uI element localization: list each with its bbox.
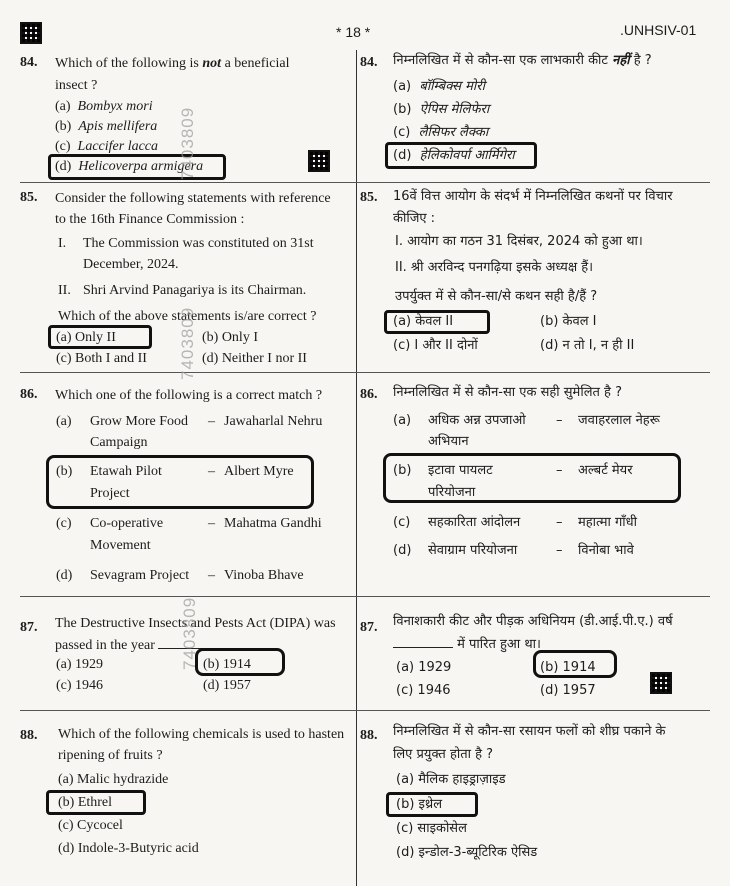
- question-ask: Which of the above statements is/are correct ?: [58, 309, 317, 324]
- answer-mark: [386, 792, 478, 817]
- answer-mark: [385, 142, 537, 169]
- match-dash: –: [556, 515, 563, 530]
- option-b: (b) Apis mellifera: [55, 119, 158, 134]
- option-d: (d) Helicoverpa armigera: [55, 159, 204, 174]
- option-d-hindi: (d) 1957: [540, 683, 596, 698]
- question-text: Which one of the following is a correct match ?: [55, 388, 323, 403]
- option-c: (c) 1946: [56, 678, 104, 693]
- match-dash: –: [556, 543, 563, 558]
- match-left: Grow More Food: [90, 414, 188, 429]
- question-number: 86.: [360, 387, 378, 402]
- serial-stamp: 7403809: [178, 106, 197, 180]
- question-text-hindi: निम्नलिखित में से कौन-सा रसायन फलों को शीघ्र पकाने के: [393, 724, 666, 739]
- option-b: (b) 1914: [203, 657, 251, 672]
- option-b-hindi: (b) 1914: [540, 660, 596, 675]
- answer-blank: [393, 633, 453, 648]
- match-left-line2: Movement: [90, 538, 151, 553]
- option-b: (b) Only I: [202, 330, 258, 345]
- match-left-hindi-line2: अभियान: [428, 434, 469, 449]
- option-c-hindi: (c) I और II दोनों: [393, 338, 478, 353]
- question-number: 87.: [360, 620, 378, 635]
- question-text: Which of the following chemicals is used to hasten: [58, 727, 345, 742]
- statement-hindi: I. आयोग का गठन 31 दिसंबर, 2024 को हुआ था।: [395, 234, 643, 249]
- match-left: Sevagram Project: [90, 568, 190, 583]
- match-dash: –: [208, 414, 215, 429]
- question-text: The Destructive Insects and Pests Act (DIPA) was: [55, 616, 336, 631]
- answer-mark: [383, 453, 681, 503]
- statement-text: December, 2024.: [83, 257, 179, 272]
- option-d-hindi: (d) न तो I, न ही II: [540, 338, 635, 353]
- column-divider: [356, 50, 357, 886]
- question-text-line: ripening of fruits ?: [58, 748, 163, 763]
- option-a: (a): [56, 414, 72, 429]
- option-a-hindi: (a) केवल II: [393, 314, 454, 329]
- question-number: 88.: [360, 728, 378, 743]
- match-left-line2: Project: [90, 486, 130, 501]
- section-divider: [20, 182, 710, 183]
- match-left-hindi: सेवाग्राम परियोजना: [428, 543, 518, 558]
- option-c: (c) Cycocel: [58, 818, 123, 833]
- option-d: (d) Indole-3-Butyric acid: [58, 841, 199, 856]
- question-number: 87.: [20, 620, 38, 635]
- option-c-hindi: (c): [393, 515, 411, 530]
- option-a: (a) Only II: [56, 330, 116, 345]
- option-a-hindi: (a): [393, 413, 412, 428]
- match-dash: –: [556, 413, 563, 428]
- serial-stamp: 7403809: [180, 596, 199, 670]
- option-a-hindi: (a) 1929: [396, 660, 452, 675]
- match-dash: –: [208, 464, 215, 479]
- option-b: (b): [56, 464, 73, 479]
- option-c: (c) Laccifer lacca: [55, 139, 159, 154]
- match-right-hindi: जवाहरलाल नेहरू: [578, 413, 660, 428]
- question-text-hindi-line: कीजिए :: [393, 211, 436, 226]
- page-number: * 18 *: [336, 24, 371, 40]
- option-b-hindi: (b): [393, 463, 412, 478]
- answer-mark: [533, 650, 617, 678]
- option-b: (b) Ethrel: [58, 795, 113, 810]
- answer-mark: [46, 455, 314, 509]
- match-right-hindi: महात्मा गाँधी: [578, 515, 638, 530]
- option-b-hindi: (b) इथ्रेल: [396, 797, 443, 812]
- option-c: (c): [56, 516, 72, 531]
- question-text-hindi-line: में पारित हुआ था।: [393, 633, 541, 656]
- option-a-hindi: (a) मैलिक हाइड्राज़ाइड: [396, 772, 506, 787]
- statement-number: II.: [58, 283, 71, 298]
- question-text-hindi: विनाशकारी कीट और पीड़क अधिनियम (डी.आई.पी.ए.) वर्ष: [393, 614, 673, 629]
- question-text-hindi: निम्नलिखित में से कौन-सा एक सही सुमेलित है ?: [393, 385, 622, 400]
- statement-hindi: II. श्री अरविन्द पनगढ़िया इसके अध्यक्ष हैं।: [395, 260, 594, 275]
- question-number: 86.: [20, 387, 38, 402]
- question-text: Which of the following is not a beneficial: [55, 56, 290, 71]
- option-c: (c) Both I and II: [56, 351, 147, 366]
- option-c-hindi: (c) साइकोसेल: [396, 821, 467, 836]
- qr-code-icon: [650, 672, 672, 694]
- section-divider: [20, 596, 710, 597]
- qr-code-icon: [20, 22, 42, 44]
- question-text-line: to the 16th Finance Commission :: [55, 212, 245, 227]
- option-d: (d) Neither I nor II: [202, 351, 307, 366]
- match-right: Mahatma Gandhi: [224, 516, 322, 531]
- match-right-hindi: विनोबा भावे: [578, 543, 634, 558]
- option-d: (d) 1957: [203, 678, 251, 693]
- match-dash: –: [208, 568, 215, 583]
- option-b-hindi: (b) केवल I: [540, 314, 597, 329]
- question-text: Consider the following statements with reference: [55, 191, 331, 206]
- answer-mark: [48, 325, 152, 349]
- statement-number: I.: [58, 236, 67, 251]
- question-number: 84.: [20, 55, 38, 70]
- qr-code-icon: [308, 150, 330, 172]
- option-b-hindi: (b) ऐपिस मेलिफेरा: [393, 102, 490, 117]
- question-text-hindi: निम्नलिखित में से कौन-सा एक लाभकारी कीट नहीं है ?: [393, 53, 652, 68]
- option-a: (a) Bombyx mori: [55, 99, 153, 114]
- statement-text: Shri Arvind Panagariya is its Chairman.: [83, 283, 307, 298]
- match-right: Albert Myre: [224, 464, 294, 479]
- question-text-hindi-line: लिए प्रयुक्त होता है ?: [393, 747, 494, 762]
- match-right-hindi: अल्बर्ट मेयर: [578, 463, 633, 478]
- answer-mark: [46, 790, 146, 815]
- option-a-hindi: (a) बॉम्बिक्स मोरी: [393, 79, 485, 94]
- match-right: Jawaharlal Nehru: [224, 414, 323, 429]
- question-number: 85.: [20, 190, 38, 205]
- section-divider: [20, 710, 710, 711]
- question-text-hindi: 16वें वित्त आयोग के संदर्भ में निम्नलिखित कथनों पर विचार: [393, 189, 673, 204]
- option-a: (a) 1929: [56, 657, 104, 672]
- option-c-hindi: (c) 1946: [396, 683, 451, 698]
- match-left-hindi: अधिक अन्न उपजाओ: [428, 413, 526, 428]
- question-number: 85.: [360, 190, 378, 205]
- option-d-hindi: (d): [393, 543, 412, 558]
- match-left-line2: Campaign: [90, 435, 148, 450]
- match-left: Co-operative: [90, 516, 164, 531]
- match-right: Vinoba Bhave: [224, 568, 304, 583]
- match-dash: –: [556, 463, 563, 478]
- question-text-line: insect ?: [55, 78, 98, 93]
- serial-stamp: 7403809: [178, 306, 197, 380]
- match-left-hindi: इटावा पायलट: [428, 463, 493, 478]
- match-left-hindi-line2: परियोजना: [428, 485, 476, 500]
- section-divider: [20, 372, 710, 373]
- option-d-hindi: (d) हेलिकोवर्पा आर्मिगेरा: [393, 148, 515, 163]
- match-left-hindi: सहकारिता आंदोलन: [428, 515, 521, 530]
- option-d: (d): [56, 568, 73, 583]
- paper-code: .UNHSIV-01: [620, 22, 697, 38]
- statement-text: The Commission was constituted on 31st: [83, 236, 314, 251]
- option-d-hindi: (d) इन्डोल-3-ब्यूटिरिक ऐसिड: [396, 845, 538, 860]
- option-c-hindi: (c) लैसिफर लैक्का: [393, 125, 489, 140]
- match-left: Etawah Pilot: [90, 464, 162, 479]
- answer-mark: [195, 648, 285, 676]
- question-ask-hindi: उपर्युक्त में से कौन-सा/से कथन सही है/हैं ?: [395, 289, 598, 304]
- answer-mark: [384, 310, 490, 334]
- match-dash: –: [208, 516, 215, 531]
- option-a: (a) Malic hydrazide: [58, 772, 169, 787]
- answer-mark: [48, 154, 226, 180]
- question-text-line: passed in the year: [55, 634, 218, 657]
- question-number: 84.: [360, 55, 378, 70]
- question-number: 88.: [20, 728, 38, 743]
